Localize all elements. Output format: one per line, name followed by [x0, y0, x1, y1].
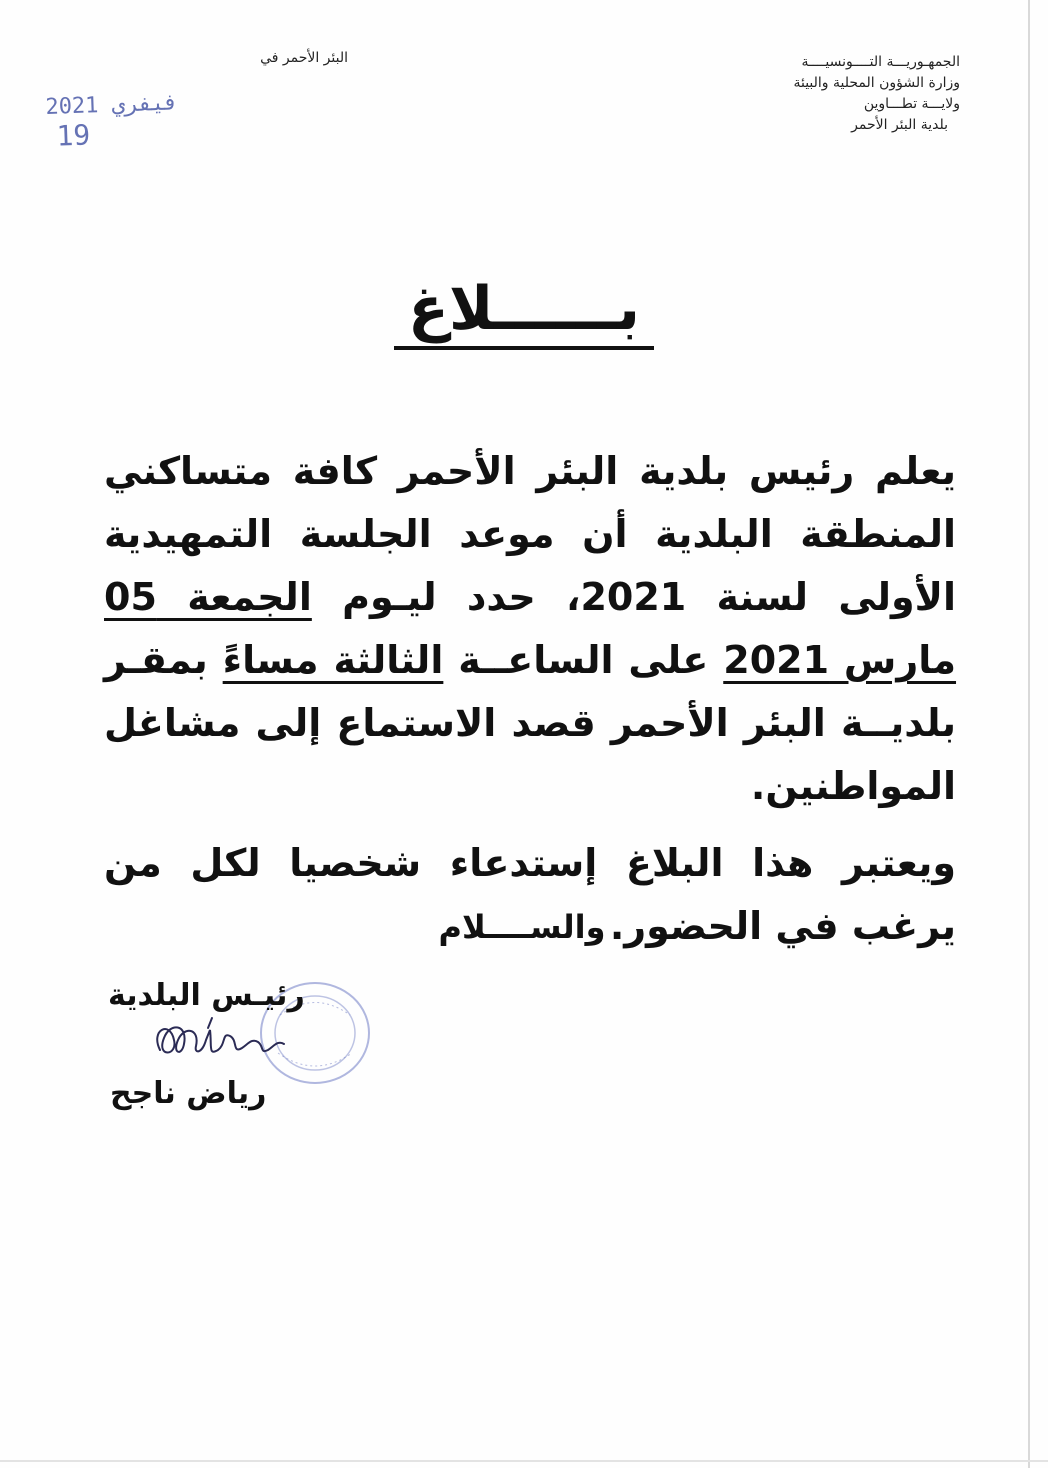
signatory-name: رياض ناجح — [110, 1076, 267, 1111]
letterhead-municipality: بلدية البئر الأحمر — [851, 117, 948, 133]
paragraph-1 — [104, 440, 956, 818]
date-stamp-day: 19 — [55, 118, 91, 153]
paragraph-2: ويعتبر هذا البلاغ إستدعاء شخصيا لكل من يرغب في الحضور. — [104, 841, 956, 948]
paragraph-1-part-3: بمقـر بلديــة البئر الأحمر قصد الاستماع إلى مشاغل المواطنين. — [104, 638, 956, 808]
letterhead-ministry: وزارة الشؤون المحلية والبيئة — [793, 75, 960, 91]
date-stamp-month-year: 2021 فيفري — [45, 90, 179, 120]
handwritten-signature — [148, 1010, 298, 1070]
signatory-title: رئيـس البلدية — [108, 978, 305, 1013]
announcement-body — [104, 440, 956, 958]
closing-salutation — [0, 908, 1048, 946]
place-line: البئر الأحمر في — [260, 50, 348, 66]
date-stamp — [45, 89, 217, 153]
page-edge-right — [1028, 0, 1030, 1468]
meeting-date: الجمعة 05 مارس 2021 — [104, 575, 957, 682]
closing-text: والســــلام — [438, 908, 606, 946]
letterhead-governorate: ولايـــة تطـــاوين — [863, 96, 960, 112]
letterhead — [700, 52, 960, 136]
letterhead-republic: الجمهـوريـــة التــــونسيــــة — [801, 54, 960, 70]
document-title — [0, 274, 1048, 350]
meeting-time: الثالثة مساءً — [222, 638, 444, 682]
document-title-text: بــــــلاغ — [394, 274, 654, 350]
page-edge-bottom — [0, 1460, 1048, 1462]
paragraph-1-part-1: يعلم رئيس بلدية البئر الأحمر كافة متساكني المنطقة البلدية أن موعد الجلسة التمهيدية الأولى لسنة 2021، حدد ليـوم — [104, 449, 956, 619]
paragraph-1-part-2: على الساعــة — [458, 638, 709, 682]
